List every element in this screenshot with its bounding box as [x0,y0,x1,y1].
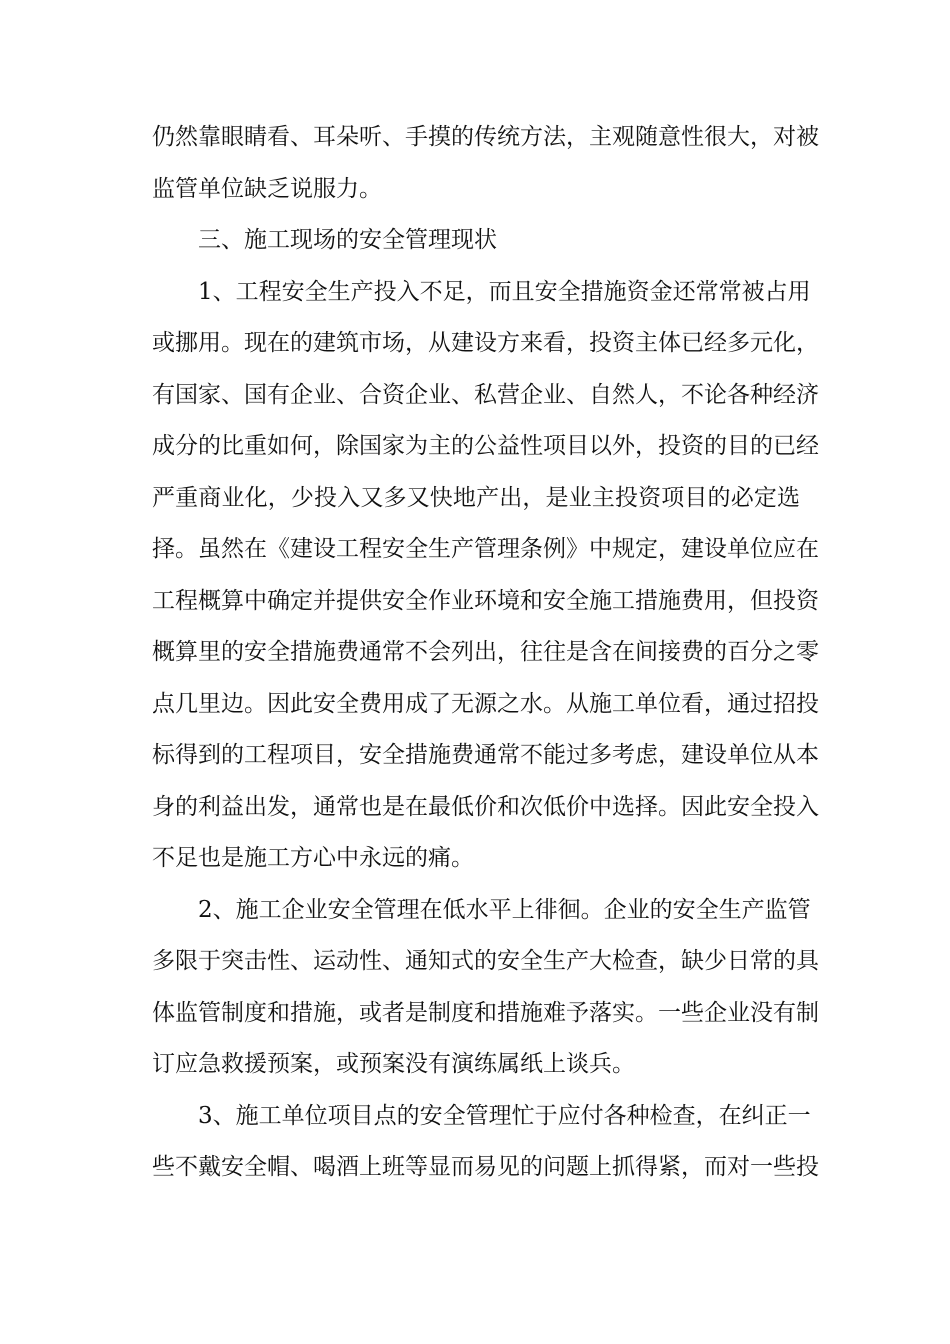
paragraph [152,112,819,215]
text-line: 概算里的安全措施费通常不会列出，往往是含在间接费的百分之零 [152,639,819,665]
text-line: 2、施工企业安全管理在低水平上徘徊。企业的安全生产监管 [198,896,811,923]
text-line: 身的利益出发，通常也是在最低价和次低价中选择。因此安全投入 [152,793,819,820]
text-line: 三、施工现场的安全管理现状 [198,227,497,253]
text-line: 些不戴安全帽、喝酒上班等显而易见的问题上抓得紧，而对一些投 [152,1154,819,1180]
text-line: 或挪用。现在的建筑市场，从建设方来看，投资主体已经多元化， [152,330,819,356]
paragraph [152,215,800,267]
text-line: 监管单位缺乏说服力。 [152,175,382,202]
text-line: 择。虽然在《建设工程安全生产管理条例》中规定，建设单位应在 [152,536,819,562]
document-body [152,112,819,1194]
text-line: 多限于突击性、运动性、通知式的安全生产大检查，缺少日常的具 [152,948,819,974]
text-line: 仍然靠眼睛看、耳朵听、手摸的传统方法，主观随意性很大，对被 [152,124,819,150]
text-line: 3、施工单位项目点的安全管理忙于应付各种检查，在纠正一 [198,1102,811,1129]
text-line: 工程概算中确定并提供安全作业环境和安全施工措施费用，但投资 [152,587,819,614]
text-line: 标得到的工程项目，安全措施费通常不能过多考虑，建设单位从本 [152,742,819,768]
text-line: 不足也是施工方心中永远的痛。 [152,845,474,871]
text-line: 体监管制度和措施，或者是制度和措施难予落实。一些企业没有制 [152,999,819,1026]
text-line: 严重商业化，少投入又多又快地产出，是业主投资项目的必定选 [152,484,800,511]
paragraph [152,267,819,885]
text-line: 有国家、国有企业、合资企业、私营企业、自然人，不论各种经济 [152,381,819,408]
text-line: 成分的比重如何，除国家为主的公益性项目以外，投资的目的已经 [152,433,819,459]
text-line: 1、工程安全生产投入不足，而且安全措施资金还常常被占用 [198,278,811,305]
paragraph [152,885,819,1091]
text-line: 订应急救援预案，或预案没有演练属纸上谈兵。 [152,1051,635,1077]
paragraph [152,1091,819,1194]
text-line: 点几里边。因此安全费用成了无源之水。从施工单位看，通过招投 [152,690,819,717]
